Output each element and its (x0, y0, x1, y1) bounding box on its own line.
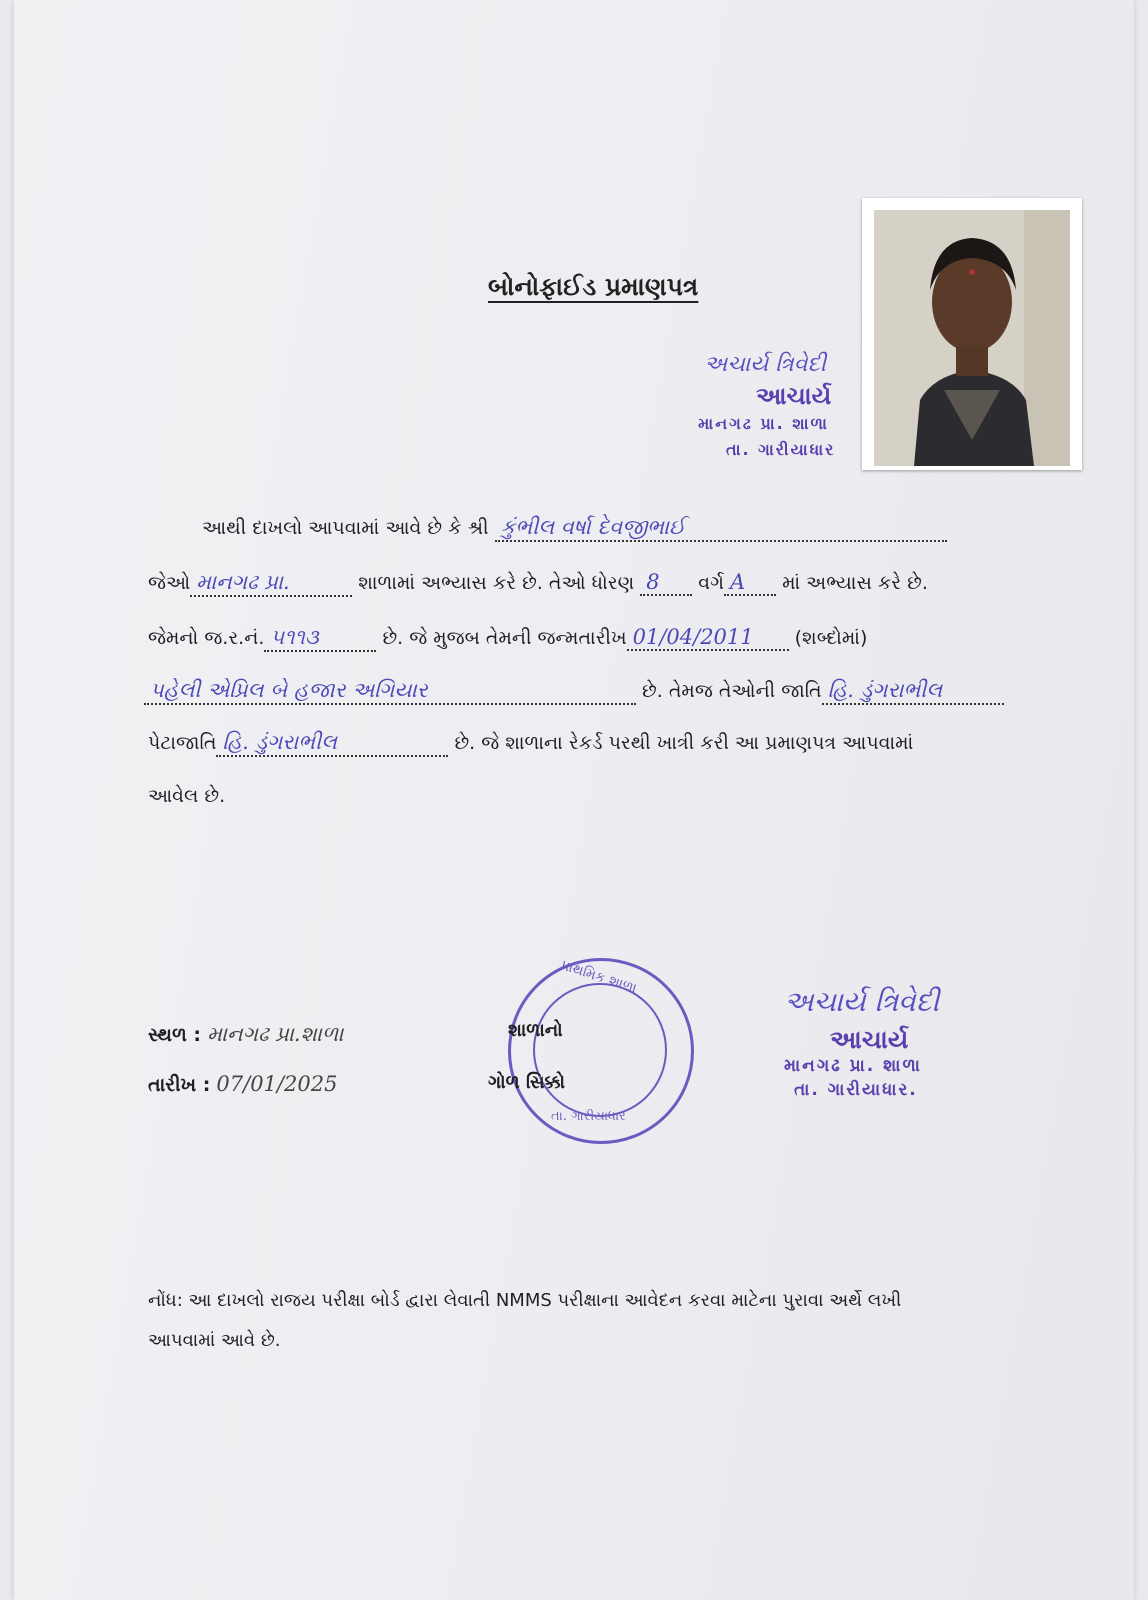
principal-role-top: આચાર્ય (756, 382, 832, 410)
text-l2-suffix: માં અભ્યાસ કરે છે. (782, 572, 928, 594)
principal-school-top: માનગઢ પ્રા. શાળા (698, 414, 829, 433)
date-row (148, 1072, 337, 1096)
text-l5-suffix: છે. જે શાળાના રેકર્ડ પરથી ખાત્રી કરી આ પ્રમાણપત્ર આપવામાં (454, 732, 914, 754)
text-l1-prefix: આથી દાખલો આપવામાં આવે છે કે શ્રી (202, 517, 489, 539)
standard-field: 8 (640, 570, 692, 596)
seal-label-round: ગોળ સિક્કો (488, 1072, 565, 1093)
text-l4-mid: છે. તેમજ તેઓની જાતિ (642, 680, 822, 702)
body-line-3 (148, 625, 867, 652)
principal-taluka-bottom: તા. ગારીયાધાર. (794, 1080, 918, 1100)
note-line-1: નોંધ: આ દાખલો રાજય પરીક્ષા બોર્ડ દ્વારા લેવાતી NMMS પરીક્ષાના આવેદન કરવા માટેના પુરાવા અર્થે લખી (148, 1290, 902, 1311)
division-field: A (724, 570, 776, 596)
place-value: માનગઢ પ્રા.શાળા (207, 1022, 344, 1046)
note-line-2: આપવામાં આવે છે. (148, 1330, 281, 1351)
birth-date-field: 01/04/2011 (627, 625, 789, 651)
principal-signature-bottom: અચાર્ય ત્રિવેદી (784, 985, 940, 1018)
student-name: કુંભીલ વર્ષા દેવજીભાઈ (495, 515, 947, 542)
subcaste-field: હિ. ડુંગરાભીલ (216, 730, 448, 757)
round-seal-top-text: પ્રાથમિક શાળા (558, 957, 639, 997)
certificate-paper (14, 0, 1134, 1600)
body-line-5 (148, 730, 913, 757)
text-l5-prefix: પેટાજાતિ (148, 732, 217, 754)
date-label: તારીખ : (148, 1074, 211, 1096)
body-line-6: આવેલ છે. (148, 785, 226, 807)
text-l2-mid: શાળામાં અભ્યાસ કરે છે. તેઓ ધોરણ (358, 572, 635, 594)
student-portrait-image (874, 210, 1070, 466)
text-l3-prefix: જેમનો જ.ર.નં. (148, 627, 265, 649)
principal-taluka-top: તા. ગારીયાધાર (726, 440, 836, 459)
birth-date-words-field: પહેલી એપ્રિલ બે હજાર અગિયાર (144, 678, 636, 705)
text-l2-class: વર્ગ (698, 572, 725, 594)
principal-role-bottom: આચાર્ય (830, 1025, 909, 1054)
seal-label-school: શાળાનો (508, 1020, 563, 1041)
body-line-2 (148, 570, 928, 597)
place-label: સ્થળ : (148, 1024, 202, 1046)
text-l3-suffix: (શબ્દોમાં) (794, 627, 868, 649)
school-name-field: માનગઢ પ્રા. (190, 570, 352, 597)
text-l3-mid: છે. જે મુજબ તેમની જન્મતારીખ (382, 627, 627, 649)
date-value: 07/01/2025 (216, 1072, 338, 1096)
place-row (148, 1022, 343, 1047)
register-number-field: ૫૧૧૩ (264, 625, 376, 652)
body-line-4 (144, 678, 1004, 705)
student-photo (862, 198, 1082, 470)
principal-signature-top: અચાર્ય ત્રિવેદી (704, 352, 827, 377)
caste-field: હિ. ડુંગરાભીલ (822, 678, 1004, 705)
round-seal-bottom-text: તા. ગારીયાધાર (551, 1109, 626, 1124)
school-round-seal (508, 958, 694, 1144)
body-line-1 (202, 515, 947, 542)
principal-school-bottom: માનગઢ પ્રા. શાળા (784, 1056, 922, 1076)
text-l2-prefix: જેઓ (148, 572, 191, 594)
certificate-title: બોનોફાઈડ પ્રમાણપત્ર (488, 272, 699, 301)
